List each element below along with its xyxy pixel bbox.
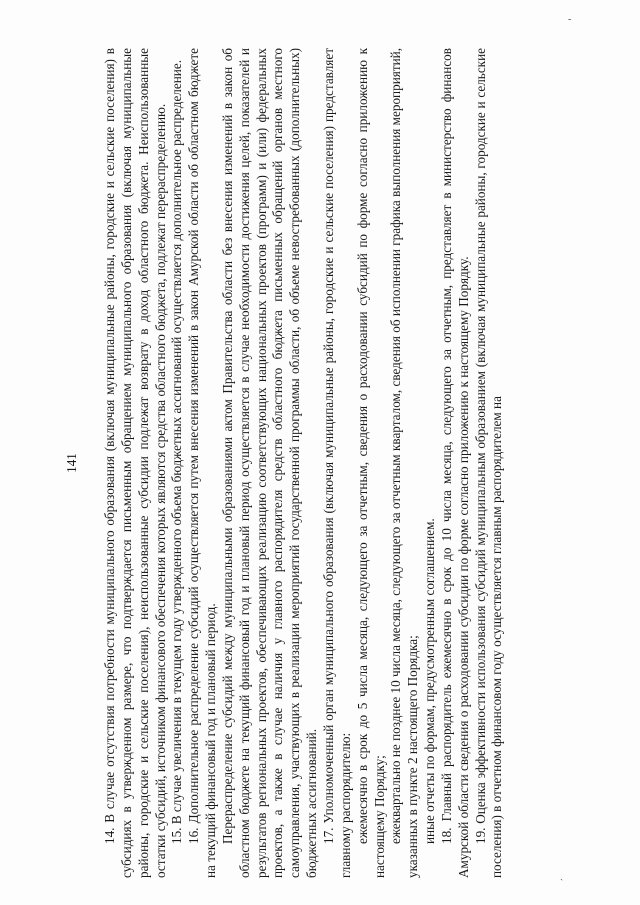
paragraph-15: 15. В случае увеличения в текущем году утвержденного объема бюджетных ассигнований осуществляется дополнительное распределение. [169, 60, 185, 844]
paragraph-18: 18. Главный распорядитель ежемесячно в срок до 10 числа месяца, следующего за отчетным, представляет в министерство финансов Амурской области сведения о расходовании субсидии по форме согласно приложению к настоящему Порядку. [438, 48, 471, 878]
page-number: 141 [64, 453, 79, 473]
paragraph-17-other: иные отчеты по формам, предусмотренным соглашением. [422, 518, 438, 844]
scan-mark-bottom: ˏ [560, 870, 564, 881]
document-body [102, 48, 506, 878]
paragraph-14: 14. В случае отсутствия потребности муниципального образования (включая муниципальные районы, городские и сельские поселения) в субсидиях в утвержденном размере, что подтверждается письменным обращением муниципального образования (включая муниципальные районы, городские и сельские поселения), неиспользованные субсидии подлежат возврату в доход областного бюджета. Неиспользованные остатки субсидий, источником финансового обеспечения которых являются средства областного бюджета, подлежат перераспределению. [102, 48, 168, 878]
paragraph-17-quarterly: ежеквартально не позднее 10 числа месяца, следующего за отчетным кварталом, сведения об исполнении графика выполнения мероприятий, указанных в пункте 2 настоящего Порядка; [388, 48, 421, 878]
paragraph-17-monthly: ежемесячно в срок до 5 числа месяца, следующего за отчетным, сведения о расходовании субсидий по форме согласно приложению к настоящему Порядку; [354, 48, 387, 878]
paragraph-16-redistribution: Перераспределение субсидий между муниципальными образованиями актом Правительства области без внесения изменений в закон об областном бюджете на текущий финансовый год и плановый период осуществляется в случае необходимости достижения целей, показателей и результатов региональных проектов, обеспечивающих реализацию соответствующих национальных проектов (программ) и (или) федеральных проектов, а также в случае наличия у главного распорядителя средств областного бюджета письменных обращений органов местного самоуправления, участвующих в реализации мероприятий государственной программы области, об объеме невостребованных (дополнительных) бюджетных ассигнований. [219, 48, 320, 878]
paragraph-19: 19. Оценка эффективности использования субсидий муниципальным образованием (включая муниципальные районы, городские и сельские поселения) в отчетном финансовом году осуществляется главным распорядителем на [472, 48, 505, 878]
scan-mark-top: - [568, 14, 572, 25]
rotated-text-block [64, 48, 584, 878]
paragraph-16: 16. Дополнительное распределение субсидий осуществляется путем внесения изменений в закон Амурской области об областном бюджете на текущий финансовый год и плановый период. [186, 48, 219, 878]
paragraph-17: 17. Уполномоченный орган муниципального образования (включая муниципальные районы, городские и сельские поселения) представляет главному распорядителю: [320, 48, 353, 878]
